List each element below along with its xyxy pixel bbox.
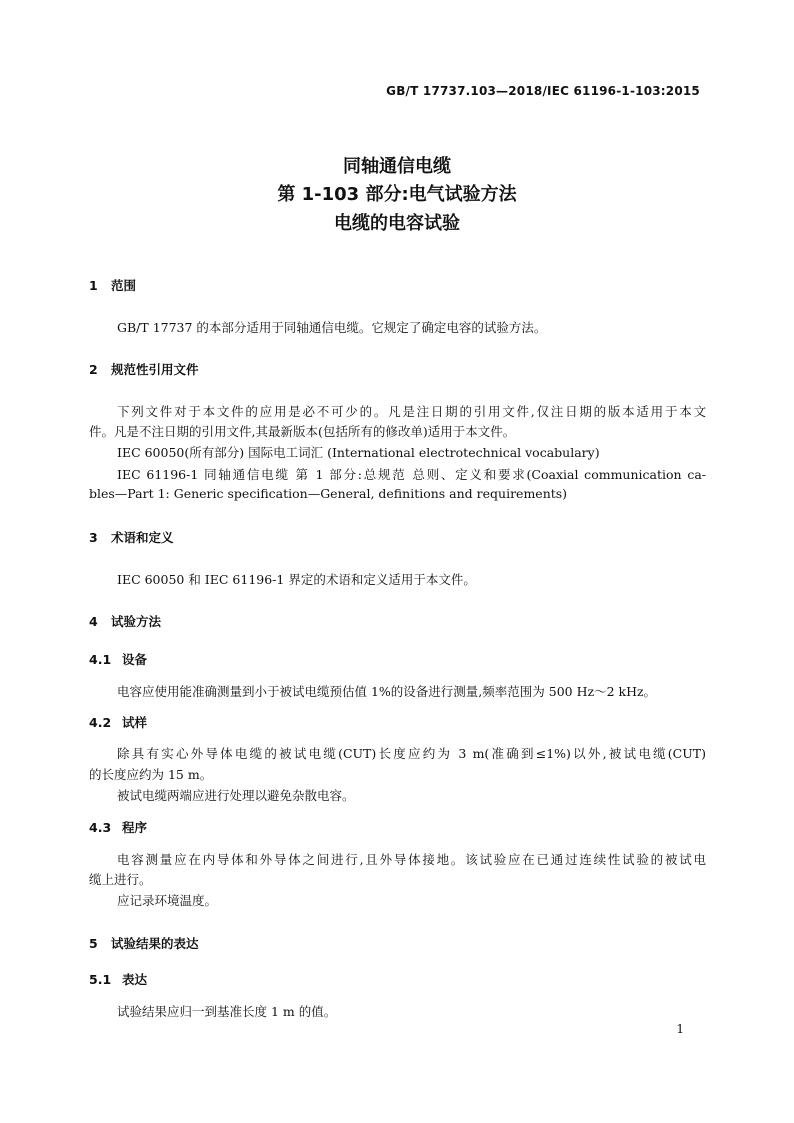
section-number: 3: [89, 530, 98, 545]
normative-reference-2-continued: bles—Part 1: Generic specification—General, definitions and requirements): [89, 486, 568, 501]
section-title: 规范性引用文件: [111, 362, 199, 377]
subsection-title: 程序: [122, 820, 148, 835]
normative-reference-1: IEC 60050(所有部分) 国际电工词汇 (International electrotechnical vocabulary): [117, 445, 600, 460]
section-3-heading: [89, 528, 174, 546]
paragraph: 被试电缆两端应进行处理以避免杂散电容。: [117, 788, 355, 803]
paragraph-text: 除具有实心外导体电缆的被试电缆(CUT)长度应约为 3 m(准确到≤1%)以外,被试电缆(CUT): [117, 746, 706, 761]
standard-number-header: GB/T 17737.103—2018/IEC 61196-1-103:2015: [386, 84, 700, 98]
subsection-4-3-heading: [89, 818, 147, 836]
paragraph-line: 缆上进行。: [89, 872, 152, 887]
subsection-title: 设备: [122, 652, 148, 667]
paragraph: IEC 60050 和 IEC 61196-1 界定的术语和定义适用于本文件。: [117, 572, 476, 587]
section-number: 1: [89, 278, 98, 293]
subsection-title: 表达: [122, 972, 148, 987]
subsection-5-1-heading: [89, 970, 147, 988]
paragraph-line: [117, 402, 706, 420]
paragraph: 电容应使用能准确测量到小于被试电缆预估值 1%的设备进行测量,频率范围为 500 Hz～2 kHz。: [117, 684, 657, 699]
document-title-line3: 电缆的电容试验: [334, 213, 460, 234]
normative-reference-2: [117, 465, 706, 483]
subsection-4-2-heading: [89, 713, 147, 731]
document-title-line1: 同轴通信电缆: [343, 156, 451, 177]
paragraph-text: 电容测量应在内导体和外导体之间进行,且外导体接地。该试验应在已通过连续性试验的被试电: [117, 852, 706, 867]
paragraph-line: [117, 850, 706, 868]
subsection-title: 试样: [122, 715, 148, 730]
section-title: 试验结果的表达: [111, 936, 199, 951]
page-number: 1: [676, 1022, 684, 1036]
subsection-number: 4.3: [89, 820, 112, 835]
paragraph-line: 件。凡是不注日期的引用文件,其最新版本(包括所有的修改单)适用于本文件。: [89, 424, 516, 439]
paragraph: 试验结果应归一到基准长度 1 m 的值。: [117, 1004, 337, 1019]
paragraph: GB/T 17737 的本部分适用于同轴通信电缆。它规定了确定电容的试验方法。: [117, 320, 547, 335]
section-title: 术语和定义: [111, 530, 174, 545]
section-number: 2: [89, 362, 98, 377]
document-title-line2: 第 1-103 部分:电气试验方法: [277, 184, 517, 205]
paragraph-line: 的长度应约为 15 m。: [89, 767, 213, 782]
section-title: 试验方法: [111, 614, 162, 629]
section-title: 范围: [111, 278, 137, 293]
section-5-heading: [89, 934, 199, 952]
section-1-heading: [89, 276, 136, 294]
paragraph: 应记录环境温度。: [117, 893, 218, 908]
subsection-number: 4.1: [89, 652, 112, 667]
subsection-number: 5.1: [89, 972, 112, 987]
section-4-heading: [89, 612, 161, 630]
paragraph-line: [117, 744, 706, 762]
section-number: 5: [89, 936, 98, 951]
subsection-number: 4.2: [89, 715, 112, 730]
reference-text: IEC 61196-1 同轴通信电缆 第 1 部分:总规范 总则、定义和要求(Coaxial communication ca-: [117, 467, 706, 482]
section-2-heading: [89, 360, 199, 378]
subsection-4-1-heading: [89, 650, 147, 668]
paragraph-text: 下列文件对于本文件的应用是必不可少的。凡是注日期的引用文件,仅注日期的版本适用于本文: [117, 404, 706, 419]
section-number: 4: [89, 614, 98, 629]
